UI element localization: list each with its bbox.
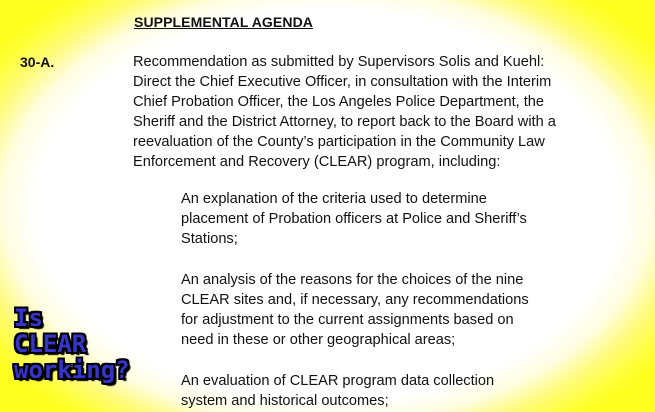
body-line: reevaluation of the County’s participation in the Community Law: [133, 134, 545, 150]
caption-overlay: [14, 305, 130, 383]
paragraph-line: An analysis of the reasons for the choices of the nine: [181, 272, 524, 288]
overlay-line: CLEAR: [14, 330, 87, 358]
analysis-paragraph: [181, 270, 621, 350]
paragraph-line: for adjustment to the current assignments based on: [181, 312, 514, 328]
overlay-line: Is: [14, 304, 43, 332]
body-line: Recommendation as submitted by Supervisors Solis and Kuehl:: [133, 54, 545, 70]
item-number: 30-A.: [20, 54, 55, 70]
overlay-line: working?: [14, 356, 130, 384]
agenda-heading: SUPPLEMENTAL AGENDA: [134, 14, 313, 30]
paragraph-line: An explanation of the criteria used to determine: [181, 191, 487, 207]
paragraph-line: CLEAR sites and, if necessary, any recommendations: [181, 292, 529, 308]
evaluation-paragraph: [181, 371, 621, 411]
paragraph-line: need in these or other geographical areas;: [181, 332, 456, 348]
body-line: Sheriff and the District Attorney, to report back to the Board with a: [133, 114, 556, 130]
body-line: Chief Probation Officer, the Los Angeles Police Department, the: [133, 94, 545, 110]
paragraph-line: placement of Probation officers at Police and Sheriff’s: [181, 211, 527, 227]
paragraph-line: An evaluation of CLEAR program data collection: [181, 373, 495, 389]
recommendation-text: [133, 52, 643, 172]
criteria-paragraph: [181, 189, 621, 249]
paragraph-line: Stations;: [181, 231, 238, 247]
paragraph-line: system and historical outcomes;: [181, 393, 389, 409]
body-line: Enforcement and Recovery (CLEAR) program, including:: [133, 154, 501, 170]
body-line: Direct the Chief Executive Officer, in consultation with the Interim: [133, 74, 552, 90]
